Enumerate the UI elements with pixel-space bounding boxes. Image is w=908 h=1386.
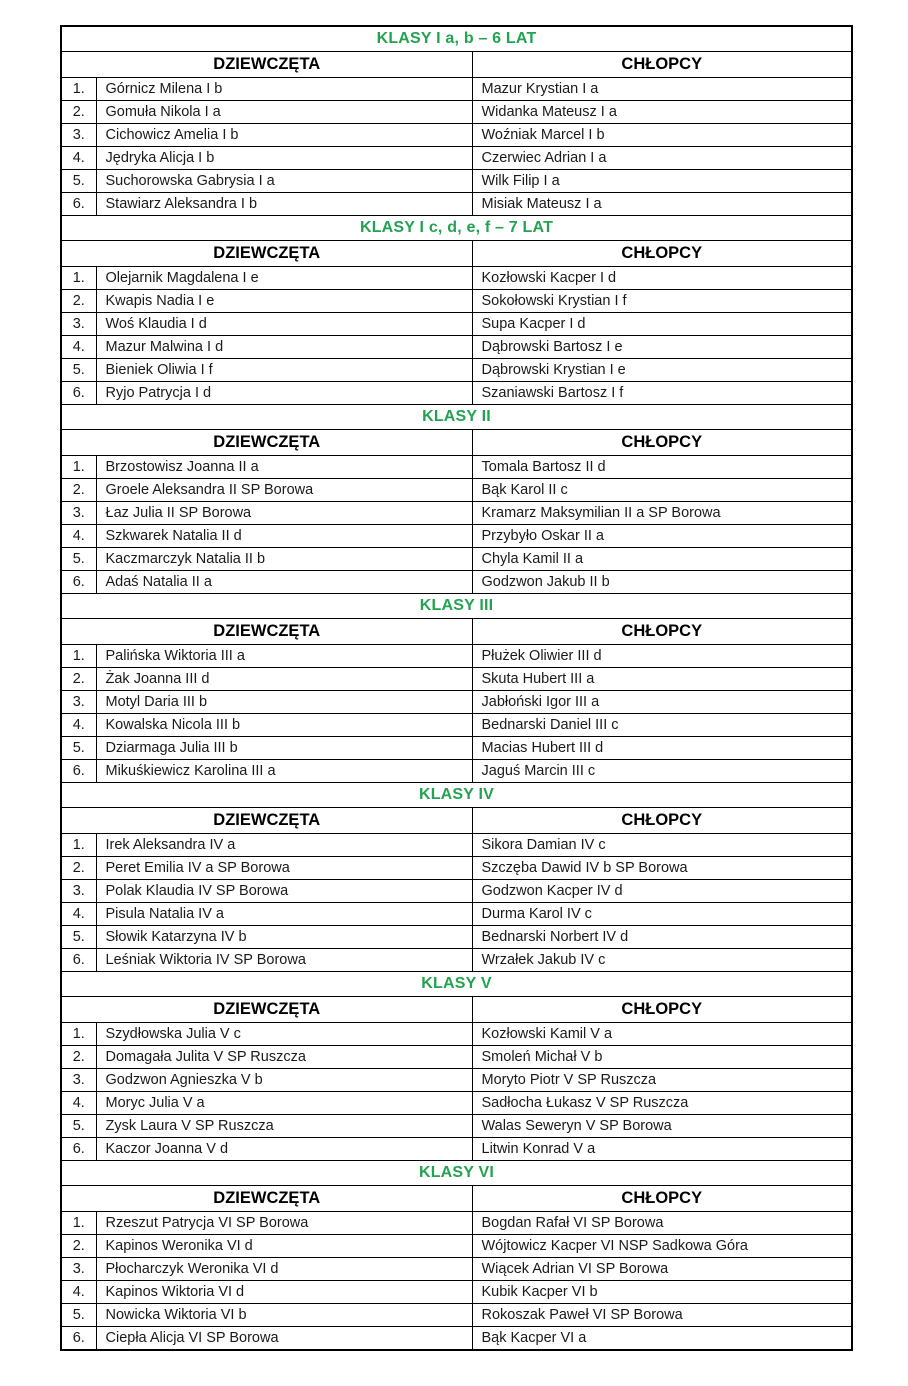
boy-name: Smoleń Michał V b [472,1046,852,1069]
roster-table-body [61,26,852,1350]
girl-name: Nowicka Wiktoria VI b [96,1304,472,1327]
boy-name: Sikora Damian IV c [472,834,852,857]
row-number: 6. [61,382,96,405]
girl-name: Motyl Daria III b [96,691,472,714]
row-number: 2. [61,1046,96,1069]
girl-name: Polak Klaudia IV SP Borowa [96,880,472,903]
girl-name: Irek Aleksandra IV a [96,834,472,857]
roster-row [61,456,852,479]
column-header-row [61,619,852,645]
section-title-row [61,405,852,430]
column-header-row [61,241,852,267]
roster-row [61,760,852,783]
row-number: 1. [61,267,96,290]
roster-row [61,1092,852,1115]
row-number: 5. [61,1115,96,1138]
girl-name: Kaczor Joanna V d [96,1138,472,1161]
row-number: 3. [61,1258,96,1281]
girls-column-header: DZIEWCZĘTA [61,619,472,645]
boy-name: Woźniak Marcel I b [472,124,852,147]
girl-name: Pisula Natalia IV a [96,903,472,926]
roster-row [61,1046,852,1069]
row-number: 1. [61,1212,96,1235]
row-number: 4. [61,903,96,926]
row-number: 2. [61,1235,96,1258]
girl-name: Domagała Julita V SP Ruszcza [96,1046,472,1069]
boy-name: Bąk Karol II c [472,479,852,502]
roster-row [61,336,852,359]
boy-name: Przybyło Oskar II a [472,525,852,548]
girl-name: Stawiarz Aleksandra I b [96,193,472,216]
girl-name: Suchorowska Gabrysia I a [96,170,472,193]
row-number: 6. [61,193,96,216]
boy-name: Walas Seweryn V SP Borowa [472,1115,852,1138]
girl-name: Cichowicz Amelia I b [96,124,472,147]
girl-name: Palińska Wiktoria III a [96,645,472,668]
roster-row [61,78,852,101]
boy-name: Dąbrowski Bartosz I e [472,336,852,359]
roster-row [61,1023,852,1046]
boy-name: Kozłowski Kamil V a [472,1023,852,1046]
row-number: 1. [61,645,96,668]
girl-name: Kaczmarczyk Natalia II b [96,548,472,571]
roster-row [61,949,852,972]
section-title-row [61,216,852,241]
row-number: 3. [61,124,96,147]
row-number: 6. [61,949,96,972]
roster-row [61,193,852,216]
boy-name: Misiak Mateusz I a [472,193,852,216]
row-number: 6. [61,1327,96,1351]
roster-row [61,1235,852,1258]
row-number: 2. [61,668,96,691]
boys-column-header: CHŁOPCY [472,808,852,834]
row-number: 2. [61,290,96,313]
girl-name: Moryc Julia V a [96,1092,472,1115]
girl-name: Rzeszut Patrycja VI SP Borowa [96,1212,472,1235]
boy-name: Kozłowski Kacper I d [472,267,852,290]
girls-column-header: DZIEWCZĘTA [61,241,472,267]
roster-row [61,857,852,880]
girl-name: Kwapis Nadia I e [96,290,472,313]
boy-name: Macias Hubert III d [472,737,852,760]
boy-name: Bednarski Norbert IV d [472,926,852,949]
column-header-row [61,52,852,78]
girl-name: Bieniek Oliwia I f [96,359,472,382]
row-number: 4. [61,336,96,359]
boys-column-header: CHŁOPCY [472,52,852,78]
section-title: KLASY II [61,405,852,430]
girl-name: Płocharczyk Weronika VI d [96,1258,472,1281]
boy-name: Dąbrowski Krystian I e [472,359,852,382]
girl-name: Dziarmaga Julia III b [96,737,472,760]
boy-name: Kramarz Maksymilian II a SP Borowa [472,502,852,525]
girl-name: Górnicz Milena I b [96,78,472,101]
row-number: 2. [61,857,96,880]
girls-column-header: DZIEWCZĘTA [61,997,472,1023]
girls-column-header: DZIEWCZĘTA [61,1186,472,1212]
roster-row [61,101,852,124]
roster-row [61,525,852,548]
boy-name: Tomala Bartosz II d [472,456,852,479]
row-number: 3. [61,880,96,903]
girl-name: Szkwarek Natalia II d [96,525,472,548]
roster-row [61,290,852,313]
girl-name: Szydłowska Julia V c [96,1023,472,1046]
roster-row [61,1304,852,1327]
row-number: 3. [61,313,96,336]
row-number: 4. [61,525,96,548]
section-title-row [61,783,852,808]
roster-row [61,382,852,405]
roster-row [61,1069,852,1092]
boy-name: Jabłoński Igor III a [472,691,852,714]
row-number: 5. [61,737,96,760]
roster-row [61,571,852,594]
girl-name: Kowalska Nicola III b [96,714,472,737]
roster-row [61,502,852,525]
boys-column-header: CHŁOPCY [472,241,852,267]
section-title: KLASY I a, b – 6 LAT [61,26,852,52]
roster-row [61,479,852,502]
boy-name: Rokoszak Paweł VI SP Borowa [472,1304,852,1327]
column-header-row [61,1186,852,1212]
girl-name: Adaś Natalia II a [96,571,472,594]
row-number: 2. [61,479,96,502]
row-number: 5. [61,359,96,382]
girl-name: Słowik Katarzyna IV b [96,926,472,949]
roster-row [61,691,852,714]
girls-column-header: DZIEWCZĘTA [61,52,472,78]
boy-name: Bąk Kacper VI a [472,1327,852,1351]
roster-row [61,1212,852,1235]
girl-name: Kapinos Wiktoria VI d [96,1281,472,1304]
girl-name: Jędryka Alicja I b [96,147,472,170]
boy-name: Bednarski Daniel III c [472,714,852,737]
roster-row [61,170,852,193]
row-number: 4. [61,714,96,737]
girl-name: Mikuśkiewicz Karolina III a [96,760,472,783]
boy-name: Bogdan Rafał VI SP Borowa [472,1212,852,1235]
section-title-row [61,594,852,619]
section-title-row [61,972,852,997]
row-number: 6. [61,760,96,783]
roster-row [61,668,852,691]
girl-name: Peret Emilia IV a SP Borowa [96,857,472,880]
roster-row [61,1281,852,1304]
section-title-row [61,26,852,52]
roster-row [61,124,852,147]
roster-row [61,737,852,760]
roster-row [61,1327,852,1351]
girl-name: Woś Klaudia I d [96,313,472,336]
section-title: KLASY IV [61,783,852,808]
boy-name: Wójtowicz Kacper VI NSP Sadkowa Góra [472,1235,852,1258]
row-number: 5. [61,548,96,571]
row-number: 5. [61,1304,96,1327]
boys-column-header: CHŁOPCY [472,997,852,1023]
row-number: 1. [61,78,96,101]
boy-name: Czerwiec Adrian I a [472,147,852,170]
boy-name: Durma Karol IV c [472,903,852,926]
boy-name: Chyla Kamil II a [472,548,852,571]
girl-name: Gomuła Nikola I a [96,101,472,124]
row-number: 1. [61,456,96,479]
girl-name: Kapinos Weronika VI d [96,1235,472,1258]
roster-row [61,645,852,668]
roster-row [61,313,852,336]
girl-name: Leśniak Wiktoria IV SP Borowa [96,949,472,972]
roster-row [61,548,852,571]
boy-name: Moryto Piotr V SP Ruszcza [472,1069,852,1092]
section-title: KLASY III [61,594,852,619]
column-header-row [61,808,852,834]
row-number: 4. [61,1092,96,1115]
boy-name: Litwin Konrad V a [472,1138,852,1161]
boy-name: Wilk Filip I a [472,170,852,193]
boy-name: Płużek Oliwier III d [472,645,852,668]
girl-name: Żak Joanna III d [96,668,472,691]
section-title: KLASY V [61,972,852,997]
row-number: 1. [61,1023,96,1046]
girl-name: Groele Aleksandra II SP Borowa [96,479,472,502]
boy-name: Wrzałek Jakub IV c [472,949,852,972]
row-number: 3. [61,1069,96,1092]
roster-row [61,903,852,926]
boy-name: Wiącek Adrian VI SP Borowa [472,1258,852,1281]
boy-name: Mazur Krystian I a [472,78,852,101]
row-number: 4. [61,1281,96,1304]
roster-row [61,1115,852,1138]
row-number: 4. [61,147,96,170]
girl-name: Ciepła Alicja VI SP Borowa [96,1327,472,1351]
section-title-row [61,1161,852,1186]
row-number: 6. [61,1138,96,1161]
section-title: KLASY I c, d, e, f – 7 LAT [61,216,852,241]
boy-name: Supa Kacper I d [472,313,852,336]
boy-name: Jaguś Marcin III c [472,760,852,783]
roster-row [61,267,852,290]
boy-name: Sokołowski Krystian I f [472,290,852,313]
roster-row [61,880,852,903]
girl-name: Olejarnik Magdalena I e [96,267,472,290]
roster-table [60,25,853,1351]
girl-name: Ryjo Patrycja I d [96,382,472,405]
boy-name: Szczęba Dawid IV b SP Borowa [472,857,852,880]
row-number: 3. [61,691,96,714]
roster-row [61,1138,852,1161]
girl-name: Godzwon Agnieszka V b [96,1069,472,1092]
boy-name: Godzwon Kacper IV d [472,880,852,903]
row-number: 5. [61,170,96,193]
roster-row [61,147,852,170]
roster-row [61,834,852,857]
girl-name: Brzostowisz Joanna II a [96,456,472,479]
girl-name: Mazur Malwina I d [96,336,472,359]
boy-name: Sadłocha Łukasz V SP Ruszcza [472,1092,852,1115]
row-number: 3. [61,502,96,525]
boy-name: Skuta Hubert III a [472,668,852,691]
girls-column-header: DZIEWCZĘTA [61,808,472,834]
row-number: 6. [61,571,96,594]
girl-name: Zysk Laura V SP Ruszcza [96,1115,472,1138]
row-number: 1. [61,834,96,857]
column-header-row [61,997,852,1023]
boy-name: Godzwon Jakub II b [472,571,852,594]
row-number: 5. [61,926,96,949]
girls-column-header: DZIEWCZĘTA [61,430,472,456]
boys-column-header: CHŁOPCY [472,1186,852,1212]
girl-name: Łaz Julia II SP Borowa [96,502,472,525]
row-number: 2. [61,101,96,124]
roster-row [61,926,852,949]
section-title: KLASY VI [61,1161,852,1186]
boy-name: Kubik Kacper VI b [472,1281,852,1304]
roster-row [61,1258,852,1281]
boy-name: Widanka Mateusz I a [472,101,852,124]
boys-column-header: CHŁOPCY [472,619,852,645]
boy-name: Szaniawski Bartosz I f [472,382,852,405]
column-header-row [61,430,852,456]
roster-row [61,714,852,737]
boys-column-header: CHŁOPCY [472,430,852,456]
roster-row [61,359,852,382]
